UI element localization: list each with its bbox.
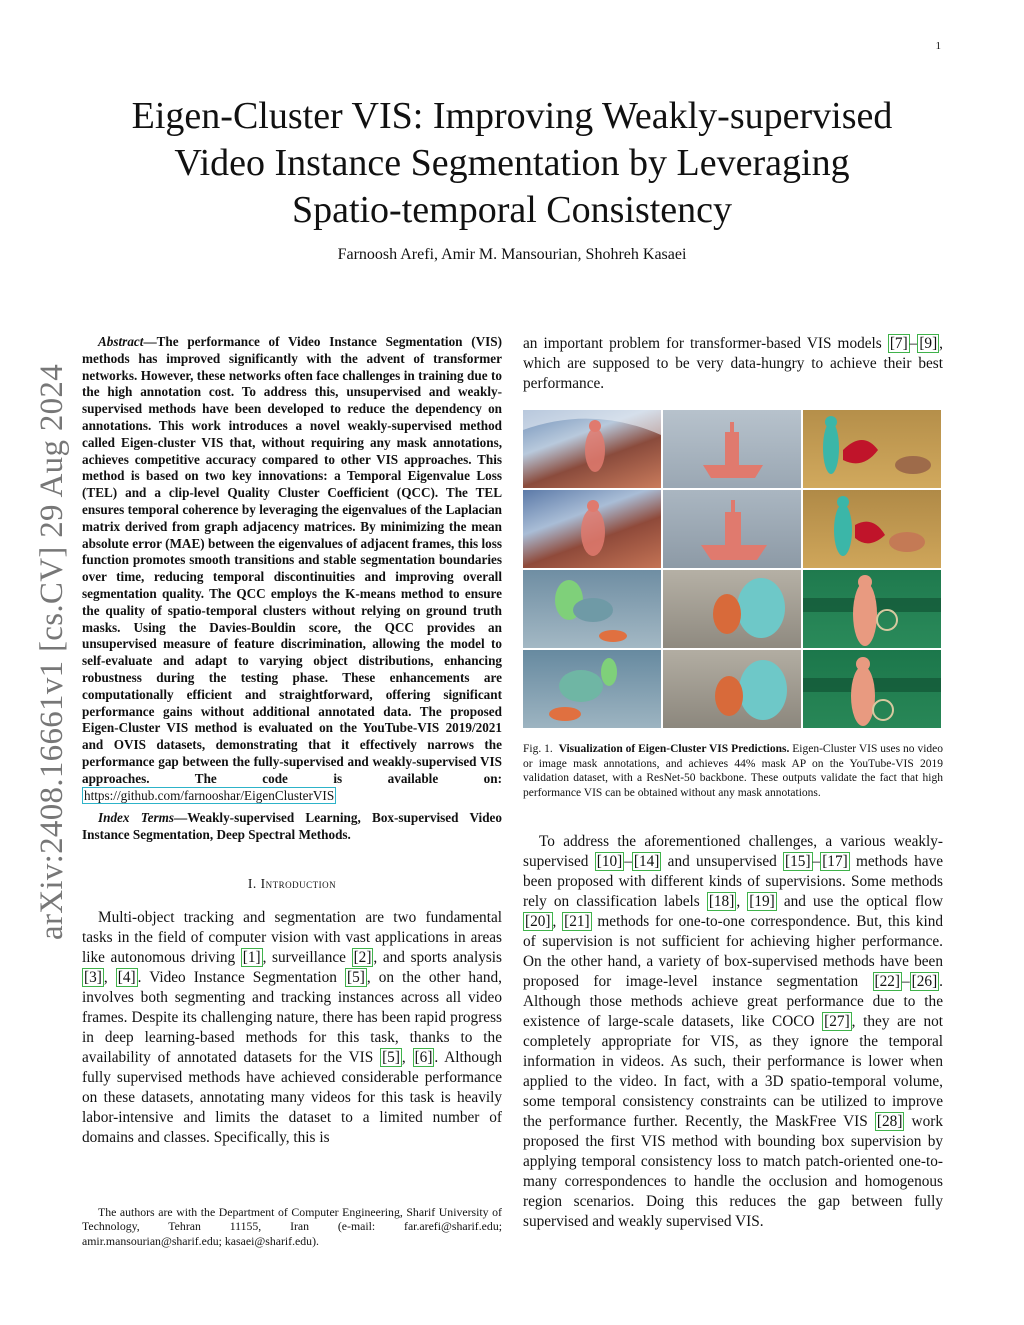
body-text: ,: [736, 893, 748, 910]
body-text: –: [909, 335, 918, 352]
citation-10[interactable]: [10]: [596, 853, 623, 870]
right-column-body: [523, 832, 943, 1232]
intro-text: , on the other hand, involves both segmenting and tracking instances across all video frames. Despite its challenging nature, there has been rapid progress in deep learning-based methods for this task, thanks to the availability of annotated datasets for the VIS: [82, 968, 502, 1066]
citation-19[interactable]: [19]: [749, 893, 775, 910]
citation-14[interactable]: [14]: [633, 853, 660, 870]
citation-4[interactable]: [4]: [117, 968, 136, 986]
body-text: To address the aforementioned challenges, a various weakly-supervised: [523, 833, 943, 870]
intro-text: . Video Instance Segmentation: [137, 968, 346, 986]
body-text: an important problem for transformer-based VIS models: [523, 335, 888, 352]
arxiv-identifier: arXiv:2408.16661v1 [cs.CV] 29 Aug 2024: [34, 363, 70, 940]
body-text: ,: [552, 913, 563, 930]
figure-tile-rider-frame2: [523, 650, 661, 728]
citation-20[interactable]: [20]: [525, 913, 551, 930]
citation-22[interactable]: [22]: [874, 973, 901, 990]
intro-text: ,: [401, 1048, 413, 1066]
figure-caption-text: Eigen-Cluster VIS uses no video or image mask annotations, and achieves 44% mask AP on the YouTube-VIS 2019 validation dataset, with a ResNet-50 backbone. These outputs validate the fact that high performance VIS can be obtained without any mask annotations.: [523, 743, 943, 799]
citation-3[interactable]: [3]: [84, 968, 102, 986]
citation-18[interactable]: [18]: [708, 893, 735, 910]
figure-tile-bullfight-frame2: [803, 490, 941, 568]
figure-tile-boat-frame2: [663, 490, 801, 568]
abstract-lead: Abstract: [98, 334, 144, 349]
body-text: and unsupervised: [661, 853, 784, 870]
abstract-text: —The performance of Video Instance Segmentation (VIS) methods has improved significantly with the advent of transformer networks. However, these networks often face challenges in training due to the high annotation cost. To address this, unsupervised and weakly-supervised methods have been developed to reduce the dependency on annotations. This work introduces a novel weakly-supervised method called Eigen-cluster VIS that, without requiring any mask annotations, achieves competitive accuracy compared to other VIS approaches. This method is based on two key innovations: a Temporal Eigenvalue Loss (TEL) and a clip-level Quality Cluster Coefficient (QCC). The TEL ensures temporal coherence by leveraging the eigenvalues of the Laplacian matrix derived from graph adjacency matrices. By minimizing the mean absolute error (MAE) between the eigenvalues of adjacent frames, this loss function promotes smooth transitions and stable segmentation boundaries over time, reducing temporal discontinuities and improving overall segmentation quality. The QCC employs the K-means method to ensure the quality of spatio-temporal clusters without relying on ground truth masks. Using the Davies-Bouldin score, the QCC provides an unsupervised measure of feature discrimination, allowing the model to self-evaluate and adapt to varying object distributions, enhancing robustness during the testing phase. These enhancements are computationally efficient and straightforward, offering significant performance gains without additional annotated data. The proposed Eigen-Cluster VIS method is evaluated on the YouTube-VIS 2019/2021 and OVIS datasets, demonstrating that it effectively narrows the performance gap between the fully-supervised and weakly-supervised VIS approaches. The code is available on:: [82, 334, 502, 786]
title-line-3: Spatio-temporal Consistency: [291, 189, 733, 231]
figure-tile-tennis-frame1: [803, 570, 941, 648]
section-heading-text: I. Introduction: [247, 875, 337, 891]
citation-17[interactable]: [17]: [822, 853, 848, 870]
body-text: , they are not completely appropriate for VIS, as they ignore the temporal information in videos. As such, their performance is lower when applied to the video. In fact, with a 3D spatio-temporal volume, some temporal consistency constraints can be utilized to improve the performance further. Recently, the MaskFree VIS: [523, 1013, 943, 1130]
body-text: methods have been proposed with different kinds of supervisions. Some methods rely on classification labels: [523, 853, 943, 910]
body-text: . Although those methods achieve great performance due to the existence of large-scale datasets, like COCO: [523, 973, 943, 1030]
figure-tile-skater-frame2: [523, 490, 661, 568]
citation-26[interactable]: [26]: [911, 973, 938, 990]
figure-caption-title: Visualization of Eigen-Cluster VIS Predictions.: [558, 743, 790, 755]
intro-text: ,: [103, 968, 116, 986]
left-column: [82, 334, 502, 1148]
intro-text: , surveillance: [262, 948, 352, 966]
citation-5[interactable]: [5]: [347, 968, 365, 986]
section-heading-introduction: [82, 876, 502, 892]
figure-label: Fig. 1.: [523, 743, 553, 755]
title-line-2: Video Instance Segmentation by Leveraging: [174, 142, 850, 184]
index-terms-text: —Weakly-supervised Learning, Box-supervised Video Instance Segmentation, Deep Spectral Methods.: [82, 810, 502, 843]
citation-5[interactable]: [5]: [382, 1048, 400, 1066]
body-text: work proposed the first VIS method with bounding box supervision by applying temporal consistency loss to match patch-oriented one-to-many correspondences to handle the occlusion and homogenous region scenarios. Doing this reduces the gap between fully supervised and weakly supervised VIS.: [523, 1113, 943, 1230]
author-list: Farnoosh Arefi, Amir M. Mansourian, Shohreh Kasaei: [337, 246, 687, 263]
body-text: –: [902, 973, 910, 990]
abstract: [82, 334, 502, 804]
intro-text: . Although fully supervised methods have achieved considerable performance on these datasets, annotating many videos for this task is heavily labor-intensive and limits the dataset to a limited number of domains and classes. Specifically, this is: [82, 1048, 503, 1146]
citation-1[interactable]: [1]: [242, 948, 261, 966]
figure-1-image-grid: [523, 410, 941, 734]
page-number: 1: [935, 40, 941, 52]
figure-tile-boat-frame1: [663, 410, 801, 488]
citation-7[interactable]: [7]: [889, 335, 908, 352]
figure-tile-bullfight-frame1: [803, 410, 941, 488]
figure-tile-skater-frame1: [523, 410, 661, 488]
citation-9[interactable]: [9]: [919, 335, 938, 352]
body-text: and use the optical flow: [776, 893, 943, 910]
citation-27[interactable]: [27]: [824, 1013, 850, 1030]
body-text: methods for one-to-one correspondence. But, this kind of supervision is not sufficient for achieving higher performance. On the other hand, a variety of box-supervised methods have been proposed for image-level instance segmentation: [523, 913, 943, 990]
index-terms-lead: Index Terms: [98, 810, 174, 826]
figure-1-caption: [523, 742, 943, 800]
body-text: –: [624, 853, 632, 870]
figure-tile-rider-frame1: [523, 570, 661, 648]
figure-tile-monkey-frame2: [663, 650, 801, 728]
body-text: , which are supposed to be very data-hungry to achieve their best performance.: [523, 335, 943, 392]
figure-tile-tennis-frame2: [803, 650, 941, 728]
citation-15[interactable]: [15]: [785, 853, 811, 870]
title-line-1: Eigen-Cluster VIS: Improving Weakly-supervised: [131, 95, 893, 137]
intro-text: Multi-object tracking and segmentation are two fundamental tasks in the field of computer vision with vast applications in areas like autonomous driving: [82, 908, 502, 966]
citation-28[interactable]: [28]: [876, 1113, 903, 1130]
figure-tile-monkey-frame1: [663, 570, 801, 648]
right-body-paragraph: [523, 832, 943, 1232]
intro-paragraph: [82, 908, 502, 1148]
body-text: –: [812, 853, 821, 870]
citation-6[interactable]: [6]: [414, 1048, 433, 1066]
intro-text: , and sports analysis: [373, 948, 503, 966]
index-terms: [82, 810, 502, 844]
affiliation-footnote: The authors are with the Department of Computer Engineering, Sharif University of Technology, Tehran 11155, Iran (e-mail: far.arefi@sharif.edu; amir.mansourian@sharif.edu; kasaei@sharif.edu).: [82, 1205, 502, 1248]
citation-21[interactable]: [21]: [564, 913, 590, 930]
right-top-paragraph: [523, 334, 943, 394]
paper-title: [80, 93, 944, 234]
right-column: [523, 334, 943, 394]
citation-2[interactable]: [2]: [353, 948, 372, 966]
code-link[interactable]: https://github.com/farnooshar/EigenClusterVIS: [84, 787, 335, 803]
